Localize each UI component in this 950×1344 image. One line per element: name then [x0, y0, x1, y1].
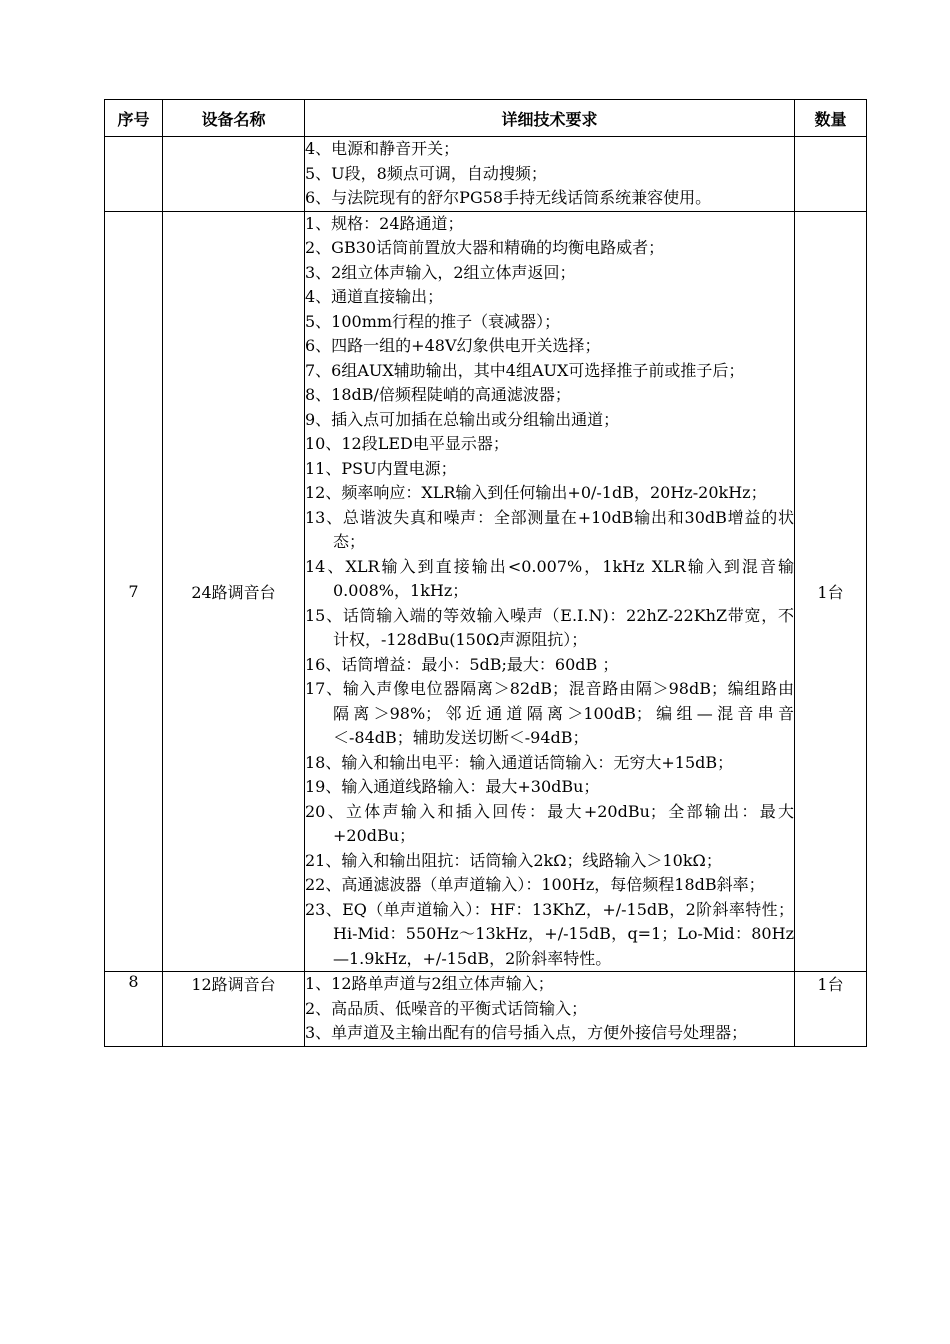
- requirement-item: 5、100mm行程的推子（衰减器）；: [305, 311, 561, 331]
- requirement-item: 9、插入点可加插在总输出或分组输出通道；: [305, 409, 620, 429]
- requirement-item: 23、EQ（单声道输入）：HF：13KhZ，+/-15dB，2阶斜率特性；Hi-Mid：550Hz～13kHz，+/-15dB，q=1；Lo-Mid：80Hz—1.9kHz，+/-15dB，2阶斜率特性。: [305, 899, 794, 968]
- requirement-item: 1、规格：24路通道；: [305, 213, 464, 233]
- requirement-item: 19、输入通道线路输入：最大+30dBu；: [305, 777, 600, 796]
- row-quantity: [795, 137, 867, 212]
- requirement-item: 16、话筒增益：最小：5dB;最大：60dB ；: [305, 654, 619, 674]
- requirement-item: 4、通道直接输出；: [305, 287, 444, 306]
- row-device-name: 24路调音台: [163, 211, 305, 972]
- requirement-item: 22、高通滤波器（单声道输入）：100Hz，每倍频程18dB斜率；: [305, 875, 765, 894]
- requirement-item: 4、电源和静音开关；: [305, 139, 460, 158]
- row-requirements: [305, 211, 795, 972]
- requirement-item: 2、GB30话筒前置放大器和精确的均衡电路威者；: [305, 238, 665, 257]
- table-row: [105, 137, 867, 212]
- row-requirements: [305, 137, 795, 212]
- requirement-item: 3、2组立体声输入，2组立体声返回；: [305, 262, 576, 282]
- requirement-item: 2、高品质、低噪音的平衡式话筒输入；: [305, 998, 588, 1018]
- requirement-item: 3、单声道及主输出配有的信号插入点，方便外接信号处理器；: [305, 1023, 748, 1042]
- row-quantity: 1台: [795, 211, 867, 972]
- requirement-item: 10、12段LED电平显示器；: [305, 434, 509, 453]
- requirement-item: 13、总谐波失真和噪声：全部测量在+10dB输出和30dB增益的状态；: [305, 507, 794, 551]
- row-serial-no: 8: [105, 972, 163, 1047]
- row-serial-no: [105, 137, 163, 212]
- header-quantity: 数量: [795, 100, 867, 137]
- row-device-name: 12路调音台: [163, 972, 305, 1047]
- header-tech-requirements: 详细技术要求: [305, 100, 795, 137]
- requirement-item: 11、PSU内置电源；: [305, 458, 457, 478]
- equipment-spec-table: [104, 99, 867, 1047]
- requirement-item: 6、与法院现有的舒尔PG58手持无线话筒系统兼容使用。: [305, 188, 712, 207]
- requirement-item: 6、四路一组的+48V幻象供电开关选择；: [305, 336, 601, 355]
- requirement-item: 20、立体声输入和插入回传：最大+20dBu；全部输出：最大+20dBu；: [305, 801, 794, 845]
- row-requirements: [305, 972, 795, 1047]
- requirement-item: 8、18dB/倍频程陡峭的高通滤波器；: [305, 385, 571, 404]
- header-device-name: 设备名称: [163, 100, 305, 137]
- table-header-row: [105, 100, 867, 137]
- requirement-item: 15、话筒输入端的等效输入噪声（E.I.N)：22hZ-22KhZ带宽，不计权，-128dBu(150Ω声源阻抗）；: [305, 605, 794, 649]
- requirement-item: 7、6组AUX辅助输出，其中4组AUX可选择推子前或推子后；: [305, 360, 745, 380]
- requirement-item: 21、输入和输出阻抗：话筒输入2kΩ；线路输入＞10kΩ；: [305, 850, 722, 870]
- table-row: [105, 972, 867, 1047]
- requirement-item: 18、输入和输出电平：输入通道话筒输入：无穷大+15dB；: [305, 752, 734, 772]
- row-serial-no: 7: [105, 211, 163, 972]
- header-serial-no: 序号: [105, 100, 163, 137]
- row-quantity: 1台: [795, 972, 867, 1047]
- row-device-name: [163, 137, 305, 212]
- requirement-item: 17、输入声像电位器隔离＞82dB；混音路由隔＞98dB；编组路由隔离＞98%；邻近通道隔离＞100dB；编组—混音串音＜-84dB；辅助发送切断＜-94dB；: [305, 679, 794, 747]
- requirement-item: 5、U段，8频点可调，自动搜频；: [305, 163, 547, 183]
- requirement-item: 1、12路单声道与2组立体声输入；: [305, 974, 554, 993]
- requirement-item: 12、频率响应：XLR输入到任何输出+0/-1dB，20Hz-20kHz；: [305, 483, 767, 502]
- table-row: [105, 211, 867, 972]
- requirement-item: 14、XLR输入到直接输出<0.007%，1kHz XLR输入到混音输 0.008%，1kHz；: [305, 556, 794, 600]
